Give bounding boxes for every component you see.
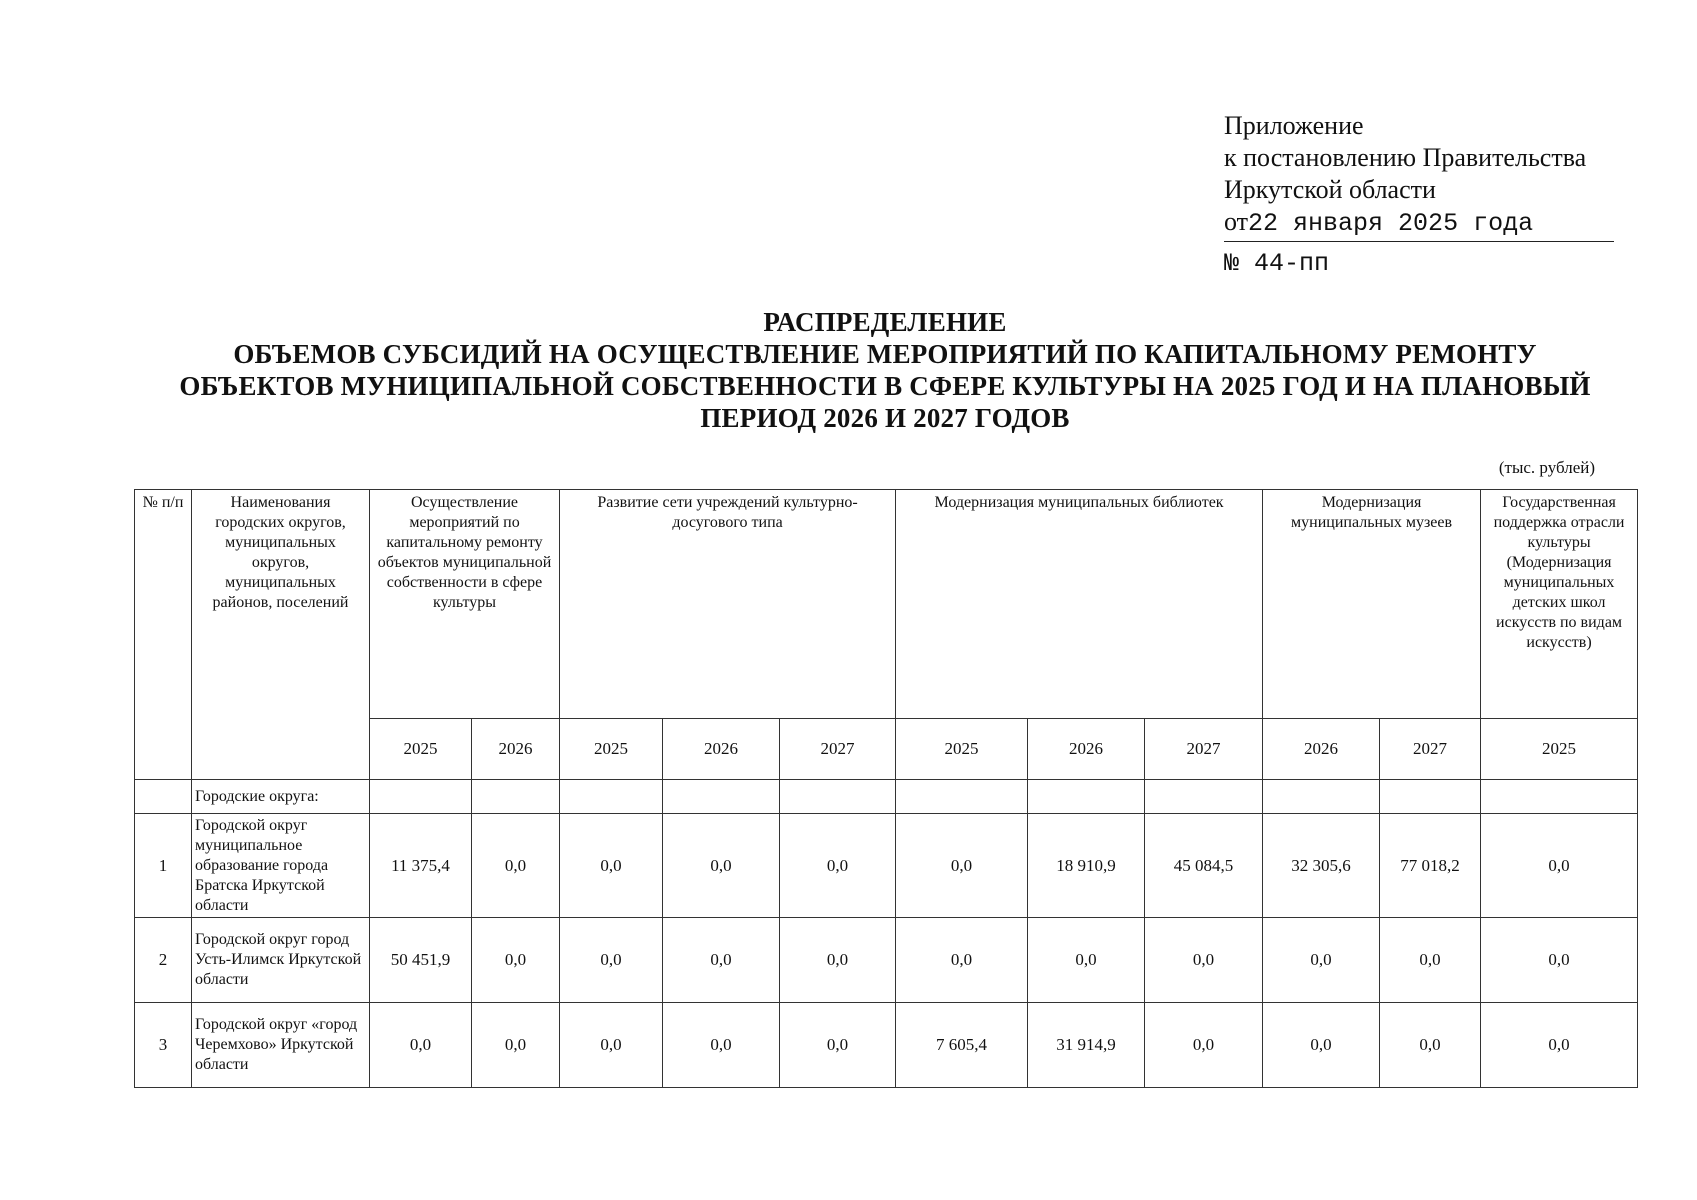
year-header: 2026 [472, 719, 560, 780]
header-leisure-network: Развитие сети учреждений культурно-досугового типа [560, 490, 896, 719]
value-cell: 7 605,4 [896, 1003, 1028, 1088]
value-cell: 0,0 [663, 1003, 780, 1088]
year-header: 2026 [663, 719, 780, 780]
appendix-line-3: Иркутской области [1224, 175, 1436, 204]
value-cell: 0,0 [560, 814, 663, 918]
value-cell: 0,0 [663, 918, 780, 1003]
year-header: 2025 [370, 719, 472, 780]
value-cell: 32 305,6 [1263, 814, 1380, 918]
appendix-line-2: к постановлению Правительства [1224, 143, 1587, 172]
value-cell: 0,0 [560, 1003, 663, 1088]
appendix-number [1224, 248, 1614, 280]
year-header: 2026 [1263, 719, 1380, 780]
value-cell: 0,0 [560, 918, 663, 1003]
header-capital-repair: Осуществление мероприятий по капитальному ремонту объектов муниципальной собственности в сфере культуры [370, 490, 560, 719]
value-cell: 0,0 [780, 814, 896, 918]
value-cell: 45 084,5 [1145, 814, 1263, 918]
header-art-schools: Государственная поддержка отрасли культуры (Модернизация муниципальных детских школ искусств по видам искусств) [1481, 490, 1638, 719]
title-line-4: ПЕРИОД 2026 И 2027 ГОДОВ [700, 403, 1070, 433]
value-cell: 0,0 [896, 814, 1028, 918]
value-cell: 0,0 [472, 918, 560, 1003]
document-title [120, 306, 1650, 434]
title-line-2: ОБЪЕМОВ СУБСИДИЙ НА ОСУЩЕСТВЛЕНИЕ МЕРОПРИЯТИЙ ПО КАПИТАЛЬНОМУ РЕМОНТУ [233, 339, 1537, 369]
date-value: 22 января 2025 года [1248, 209, 1534, 238]
value-cell: 18 910,9 [1028, 814, 1145, 918]
value-cell: 0,0 [663, 814, 780, 918]
value-cell: 0,0 [780, 918, 896, 1003]
value-cell: 0,0 [1481, 814, 1638, 918]
subsidy-table [134, 489, 1638, 1088]
table-row [135, 814, 1638, 918]
number-value: 44-пп [1254, 249, 1330, 278]
value-cell: 11 375,4 [370, 814, 472, 918]
appendix-line-1: Приложение [1224, 111, 1364, 140]
row-number: 1 [135, 814, 192, 918]
header-libraries: Модернизация муниципальных библиотек [896, 490, 1263, 719]
year-header: 2025 [1481, 719, 1638, 780]
row-number: 3 [135, 1003, 192, 1088]
value-cell: 0,0 [1481, 1003, 1638, 1088]
year-header: 2025 [896, 719, 1028, 780]
row-name: Городской округ «город Черемхово» Иркутской области [192, 1003, 370, 1088]
value-cell: 0,0 [1145, 918, 1263, 1003]
row-name: Городской округ муниципальное образование города Братска Иркутской области [192, 814, 370, 918]
appendix-date [1224, 206, 1614, 242]
value-cell: 0,0 [1481, 918, 1638, 1003]
year-header: 2027 [1380, 719, 1481, 780]
value-cell: 0,0 [1028, 918, 1145, 1003]
title-line-3: ОБЪЕКТОВ МУНИЦИПАЛЬНОЙ СОБСТВЕННОСТИ В СФЕРЕ КУЛЬТУРЫ НА 2025 ГОД И НА ПЛАНОВЫЙ [179, 371, 1591, 401]
row-name: Городской округ город Усть-Илимск Иркутской области [192, 918, 370, 1003]
value-cell: 0,0 [1263, 1003, 1380, 1088]
date-prefix: от [1224, 207, 1249, 236]
group-label: Городские округа: [192, 780, 370, 814]
value-cell: 0,0 [472, 1003, 560, 1088]
value-cell: 0,0 [1263, 918, 1380, 1003]
title-line-1: РАСПРЕДЕЛЕНИЕ [763, 307, 1007, 337]
row-number: 2 [135, 918, 192, 1003]
value-cell: 0,0 [1380, 918, 1481, 1003]
header-name: Наименования городских округов, муниципальных округов, муниципальных районов, поселений [192, 490, 370, 780]
appendix-block [1224, 110, 1614, 280]
value-cell: 0,0 [370, 1003, 472, 1088]
year-header: 2026 [1028, 719, 1145, 780]
value-cell: 0,0 [896, 918, 1028, 1003]
table-row [135, 1003, 1638, 1088]
value-cell: 77 018,2 [1380, 814, 1481, 918]
value-cell: 0,0 [1145, 1003, 1263, 1088]
number-prefix: № [1224, 249, 1240, 278]
header-museums: Модернизация муниципальных музеев [1263, 490, 1481, 719]
value-cell: 31 914,9 [1028, 1003, 1145, 1088]
value-cell: 0,0 [780, 1003, 896, 1088]
year-header: 2027 [780, 719, 896, 780]
value-cell: 50 451,9 [370, 918, 472, 1003]
year-header: 2027 [1145, 719, 1263, 780]
value-cell: 0,0 [1380, 1003, 1481, 1088]
group-row [135, 780, 1638, 814]
units-label: (тыс. рублей) [1498, 458, 1595, 477]
table-row [135, 918, 1638, 1003]
value-cell: 0,0 [472, 814, 560, 918]
header-num: № п/п [135, 490, 192, 780]
year-header: 2025 [560, 719, 663, 780]
